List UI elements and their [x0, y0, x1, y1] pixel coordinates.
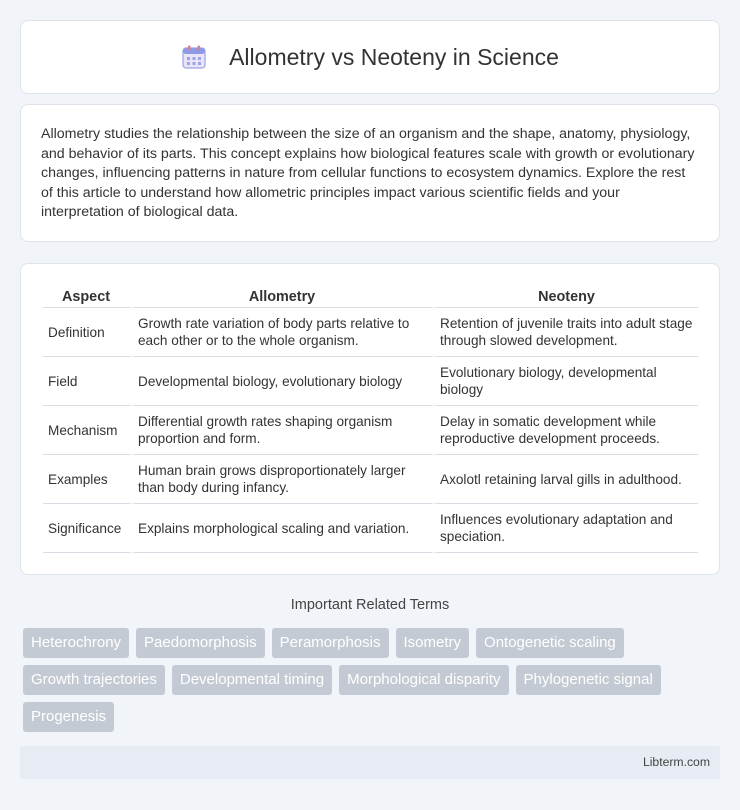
cell-neoteny: Evolutionary biology, developmental biology: [435, 357, 698, 406]
header-allometry: Allometry: [133, 284, 435, 308]
related-terms-tags: [23, 628, 723, 739]
intro-card: [20, 104, 720, 242]
table-row: [43, 504, 698, 553]
tag-developmental-timing[interactable]: Developmental timing: [172, 665, 332, 695]
header-neoteny: Neoteny: [435, 284, 698, 308]
cell-allometry: Human brain grows disproportionately larger than body during infancy.: [133, 455, 435, 504]
cell-allometry: Growth rate variation of body parts relative to each other or to the whole organism.: [133, 308, 435, 357]
table-row: [43, 357, 698, 406]
cell-neoteny: Axolotl retaining larval gills in adulthood.: [435, 455, 698, 504]
table-header-row: [43, 284, 698, 308]
cell-allometry: Explains morphological scaling and variation.: [133, 504, 435, 553]
comparison-table-card: [20, 263, 720, 575]
related-terms-heading: Important Related Terms: [290, 597, 450, 613]
cell-neoteny: Delay in somatic development while reproductive development proceeds.: [435, 406, 698, 455]
cell-allometry: Differential growth rates shaping organism proportion and form.: [133, 406, 435, 455]
title-card: [20, 20, 720, 94]
cell-aspect: Examples: [43, 455, 133, 504]
cell-neoteny: Influences evolutionary adaptation and speciation.: [435, 504, 698, 553]
cell-allometry: Developmental biology, evolutionary biology: [133, 357, 435, 406]
table-row: [43, 455, 698, 504]
calendar-icon: [181, 44, 207, 70]
comparison-table: [43, 284, 698, 553]
header-aspect: Aspect: [43, 284, 133, 308]
tag-ontogenetic-scaling[interactable]: Ontogenetic scaling: [476, 628, 624, 658]
tag-growth-trajectories[interactable]: Growth trajectories: [23, 665, 165, 695]
tag-heterochrony[interactable]: Heterochrony: [23, 628, 129, 658]
intro-text: Allometry studies the relationship between the size of an organism and the shape, anatomy, physiology, and behavior of its parts. This concept explains how biological features scale with growth or evolutionary changes, influencing patterns in nature from cellular functions to ecosystem dynamics. Explore the rest of this article to understand how allometric principles impact various scientific fields and your interpretation of biological data.: [41, 126, 695, 220]
tag-peramorphosis[interactable]: Peramorphosis: [272, 628, 389, 658]
cell-aspect: Field: [43, 357, 133, 406]
page-title: Allometry vs Neoteny in Science: [229, 43, 559, 70]
table-row: [43, 308, 698, 357]
cell-aspect: Definition: [43, 308, 133, 357]
tag-phylogenetic-signal[interactable]: Phylogenetic signal: [516, 665, 661, 695]
tag-isometry[interactable]: Isometry: [396, 628, 470, 658]
tag-progenesis[interactable]: Progenesis: [23, 702, 114, 732]
footer-site-link[interactable]: Libterm.com: [642, 755, 710, 769]
cell-neoteny: Retention of juvenile traits into adult stage through slowed development.: [435, 308, 698, 357]
tag-morphological-disparity[interactable]: Morphological disparity: [339, 665, 508, 695]
footer: [20, 746, 720, 779]
table-row: [43, 406, 698, 455]
cell-aspect: Significance: [43, 504, 133, 553]
tag-paedomorphosis[interactable]: Paedomorphosis: [136, 628, 265, 658]
cell-aspect: Mechanism: [43, 406, 133, 455]
